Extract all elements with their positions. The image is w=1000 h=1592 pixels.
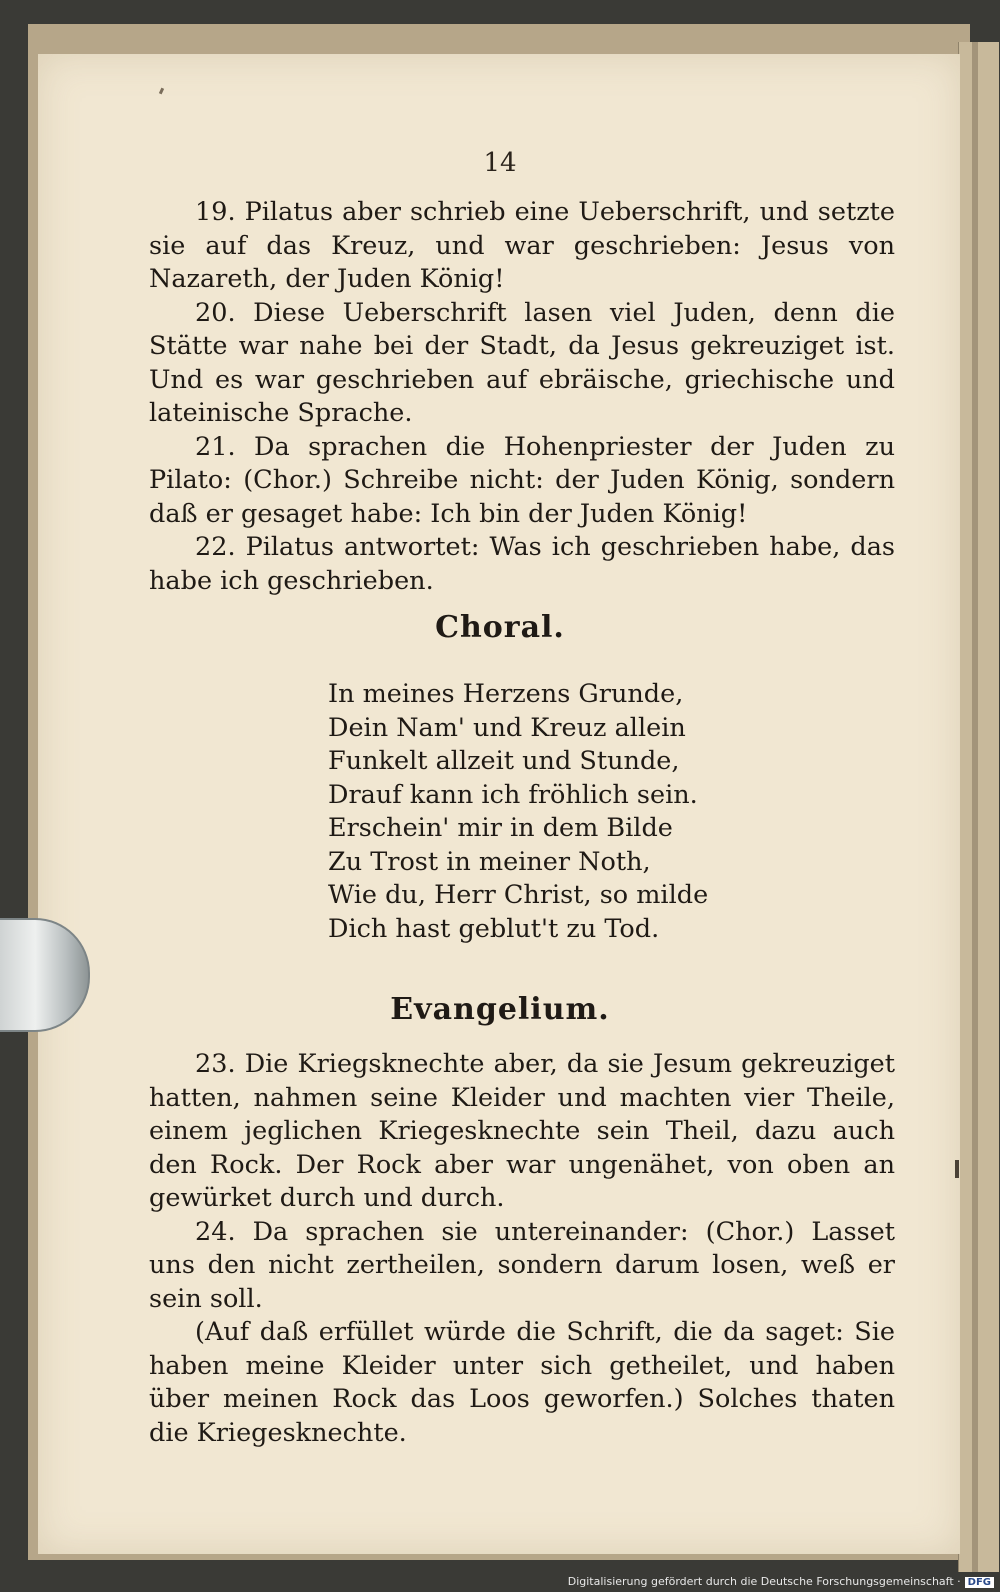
choral-line: Erschein' mir in dem Bilde xyxy=(328,813,673,843)
choral-line: Wie du, Herr Christ, so milde xyxy=(328,880,709,910)
choral-verse xyxy=(328,678,708,946)
verse-19: 19. Pilatus aber schrieb eine Ueberschrift, und setzte sie auf das Kreuz, und war geschrieben: Jesus von Nazareth, der Juden König! xyxy=(149,197,895,294)
choral-heading: Choral. xyxy=(435,610,565,645)
page-number: 14 xyxy=(483,148,517,178)
text-block-bottom xyxy=(149,1048,895,1450)
choral-line: Dich hast geblut't zu Tod. xyxy=(328,913,660,944)
verse-24: 24. Da sprachen sie untereinander: (Chor.) Lasset uns den nicht zertheilen, sondern darum losen, weß er sein soll. xyxy=(149,1216,895,1314)
text-block-top xyxy=(149,196,895,598)
verse-21: 21. Da sprachen die Hohenpriester der Juden zu Pilato: (Chor.) Schreibe nicht: der Juden König, sondern daß er gesaget habe: Ich bin der Juden König! xyxy=(149,431,895,529)
verse-22: 22. Pilatus antwortet: Was ich geschrieben habe, das habe ich geschrieben. xyxy=(149,532,895,596)
book-page-edge xyxy=(958,42,999,1572)
choral-line: Zu Trost in meiner Noth, xyxy=(328,846,651,877)
verse-20: 20. Diese Ueberschrift lasen viel Juden, denn die Stätte war nahe bei der Stadt, da Jesus gekreuziget ist. Und es war geschrieben auf ebräische, griechische und lateinische Sprache. xyxy=(149,297,895,428)
dfg-logo-icon: DFG xyxy=(965,1577,994,1588)
evangelium-heading: Evangelium. xyxy=(390,992,610,1027)
page-edge-mark xyxy=(955,1160,959,1178)
choral-line: Funkelt allzeit und Stunde, xyxy=(328,746,680,776)
digitization-footer xyxy=(568,1575,994,1588)
footer-text: Digitalisierung gefördert durch die Deutsche Forschungsgemeinschaft · xyxy=(567,1575,961,1588)
verse-24-continued: (Auf daß erfüllet würde die Schrift, die da saget: Sie haben meine Kleider unter sich getheilet, und haben über meinen Rock das Loos geworfen.) Solches thaten die Kriegesknechte. xyxy=(149,1317,895,1448)
book-page-edge-shadow xyxy=(972,42,978,1572)
verse-23: 23. Die Kriegsknechte aber, da sie Jesum gekreuziget hatten, nahmen seine Kleider und machten vier Theile, einem jeglichen Kriegesknechte sein Theil, dazu auch den Rock. Der Rock aber war ungenähet, von oben an gewürket durch und durch. xyxy=(149,1049,895,1213)
choral-line: In meines Herzens Grunde, xyxy=(328,679,684,709)
choral-line: Dein Nam' und Kreuz allein xyxy=(328,712,686,743)
choral-line: Drauf kann ich fröhlich sein. xyxy=(328,779,698,810)
